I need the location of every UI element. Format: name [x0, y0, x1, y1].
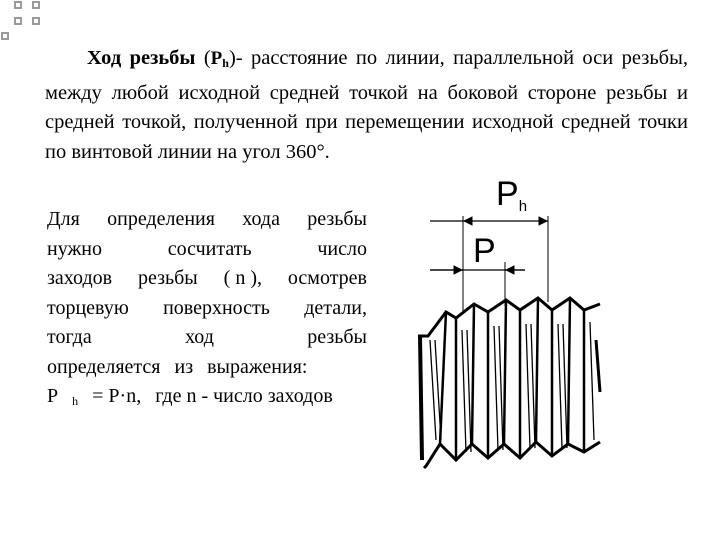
thread-body — [418, 298, 600, 468]
word: нужно — [47, 237, 102, 260]
decor-square — [14, 1, 22, 9]
formula-p: P — [47, 385, 59, 407]
formula-note: где n - число заходов — [155, 385, 333, 407]
term-label: Ход резьбы — [87, 47, 196, 69]
explanation-line — [47, 353, 367, 383]
explanation-paragraph — [47, 205, 367, 417]
word: ( n ), — [223, 267, 262, 289]
word: Для — [47, 208, 80, 230]
formula-sub-h: h — [72, 394, 79, 408]
word: из — [174, 355, 194, 378]
word: торцевую — [47, 296, 129, 319]
decor-square — [1, 32, 9, 40]
open-paren: ( — [203, 47, 211, 69]
word: определяется — [47, 355, 161, 378]
word: выражения: — [207, 355, 308, 378]
word: ход — [185, 326, 214, 348]
word: хода — [242, 208, 280, 230]
symbol-p: P — [210, 48, 223, 69]
explanation-line — [47, 264, 367, 294]
ph-sub: h — [518, 198, 528, 215]
word: поверхность — [163, 296, 270, 319]
decorative-squares — [0, 0, 60, 40]
word: сосчитать — [167, 237, 252, 260]
explanation-line — [47, 294, 367, 324]
word: резьбы — [137, 267, 198, 289]
p-label: P — [473, 232, 496, 270]
decor-square — [32, 1, 40, 9]
word: резьбы — [307, 326, 367, 348]
ph-label — [496, 177, 527, 224]
word: число — [317, 237, 367, 260]
decor-square — [14, 17, 22, 25]
word: определения — [107, 208, 215, 230]
ph-letter: P — [496, 175, 519, 213]
explanation-line — [47, 235, 367, 265]
decor-square — [32, 17, 40, 25]
formula-line — [47, 382, 367, 417]
word: тогда — [47, 326, 92, 348]
word: детали, — [304, 296, 367, 319]
formula-rest: = P·n, — [92, 385, 142, 407]
definition-text: )- расстояние по линии, параллельной оси резьбы, между любой исходной средней точкой на боковой стороне резьбы и средней точкой, полученной при перемещении исходной средней точки по винтовой линии на угол 360°. — [45, 47, 689, 163]
word: осмотрев — [287, 267, 367, 289]
word: заходов — [47, 267, 113, 289]
explanation-line — [47, 323, 367, 353]
formula — [47, 382, 141, 417]
word: резьбы — [307, 208, 367, 230]
explanation-line — [47, 205, 367, 235]
definition-paragraph — [45, 44, 688, 167]
symbol-sub-h: h — [222, 56, 229, 70]
